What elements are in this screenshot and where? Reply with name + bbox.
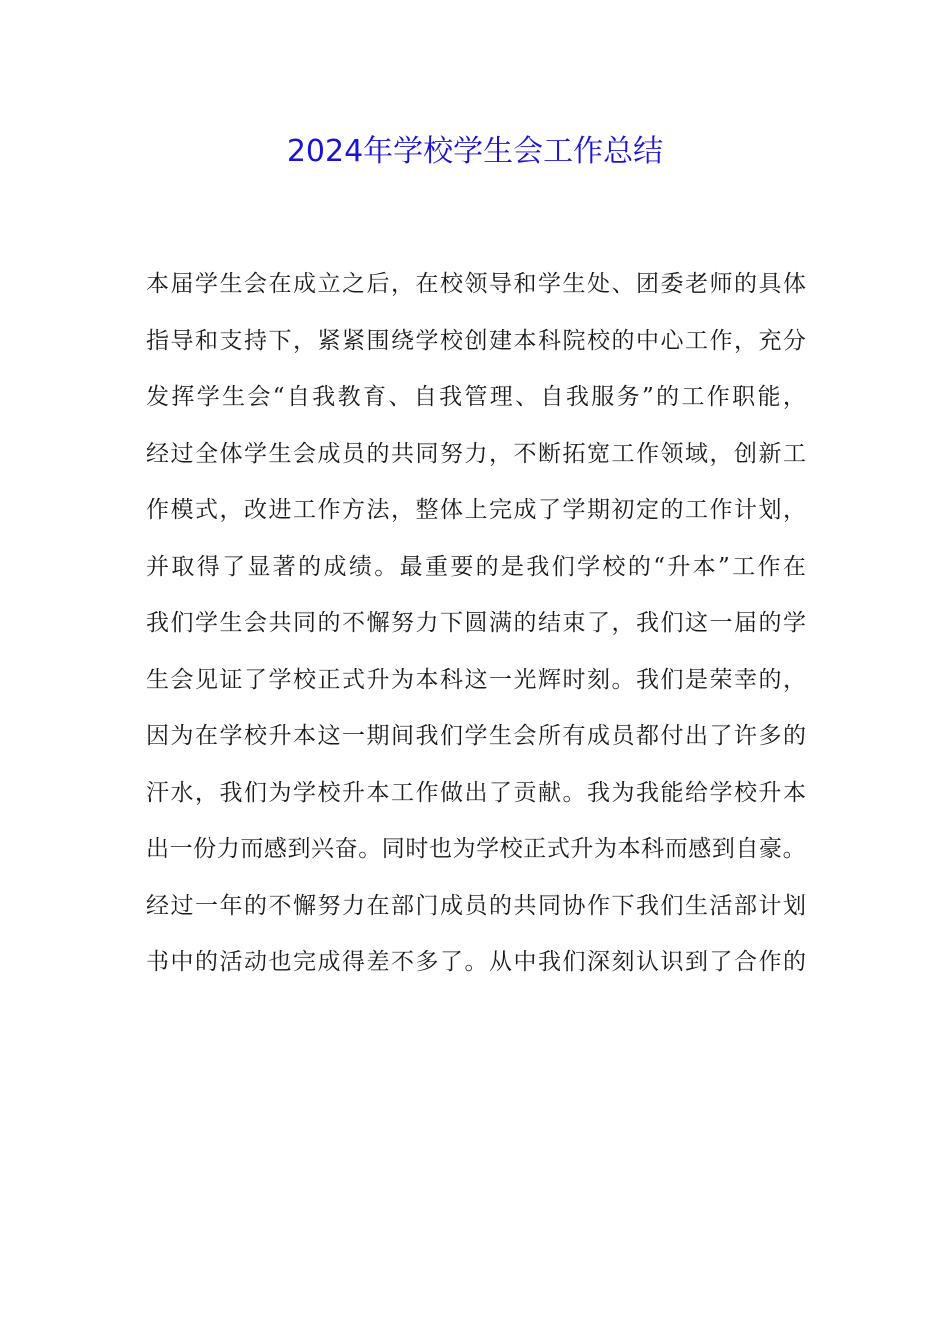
body-line: 本 届 学 生 会 在 成 立 之 后 ， 在 校 领 导 和 学 生 处 、 团 委 老 师 的 具 体: [146, 271, 806, 297]
document-title: 2024年学校学生会工作总结: [286, 134, 664, 169]
body-line: 指 导 和 支 持 下 ， 紧 紧 围 绕 学 校 创 建 本 科 院 校 的 中 心 工 作 ， 充 分: [146, 327, 806, 354]
body-line: 经 过 全 体 学 生 会 成 员 的 共 同 努 力 ， 不 断 拓 宽 工 作 领 域 ， 创 新 工: [146, 440, 806, 467]
body-line: 汗 水 ， 我 们 为 学 校 升 本 工 作 做 出 了 贡 献 。 我 为 我 能 给 学 校 升 本: [146, 779, 806, 806]
body-line: 发 挥 学 生 会 “ 自 我 教 育 、 自 我 管 理 、 自 我 服 务 ” 的 工 作 职 能 ，: [146, 384, 806, 410]
body-line: 我 们 学 生 会 共 同 的 不 懈 努 力 下 圆 满 的 结 束 了 ， 我 们 这 一 届 的 学: [146, 610, 806, 636]
body-line: 因 为 在 学 校 升 本 这 一 期 间 我 们 学 生 会 所 有 成 员 都 付 出 了 许 多 的: [146, 723, 806, 749]
body-line: 并 取 得 了 显 著 的 成 绩 。 最 重 要 的 是 我 们 学 校 的 “ 升 本 ” 工 作 在: [146, 553, 806, 580]
body-line: 作 模 式 ， 改 进 工 作 方 法 ， 整 体 上 完 成 了 学 期 初 定 的 工 作 计 划 ，: [146, 497, 806, 523]
body-line: 出 一 份 力 而 感 到 兴 奋 。 同 时 也 为 学 校 正 式 升 为 本 科 而 感 到 自 豪 。: [146, 836, 806, 862]
document-body: [146, 256, 806, 991]
body-line: 生 会 见 证 了 学 校 正 式 升 为 本 科 这 一 光 辉 时 刻 。 我 们 是 荣 幸 的 ，: [146, 666, 806, 693]
body-line: 经 过 一 年 的 不 懈 努 力 在 部 门 成 员 的 共 同 协 作 下 我 们 生 活 部 计 划: [146, 892, 806, 919]
body-line: 书 中 的 活 动 也 完 成 得 差 不 多 了 。 从 中 我 们 深 刻 认 识 到 了 合 作 的: [146, 949, 806, 975]
